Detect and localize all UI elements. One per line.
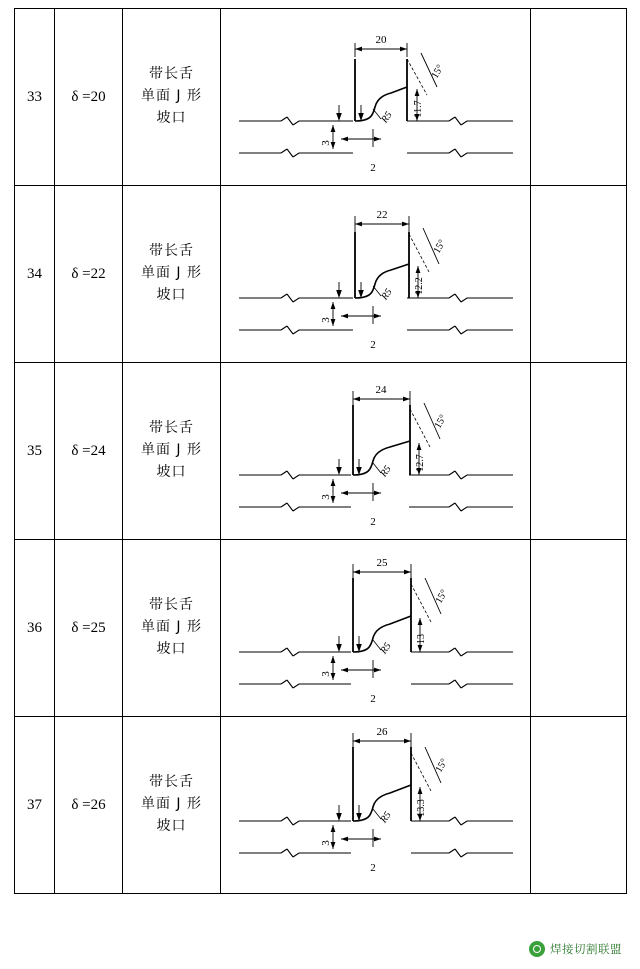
- dim-gap: 3: [320, 494, 332, 500]
- groove-name-cell: [123, 9, 221, 186]
- groove-spec-table: [14, 8, 627, 894]
- dim-depth: 13.3: [416, 799, 427, 817]
- groove-name-cell: [123, 186, 221, 363]
- dim-angle: 15°: [429, 62, 447, 81]
- thickness-value: δ =22: [71, 266, 106, 282]
- empty-cell: [531, 186, 627, 363]
- empty-cell: [531, 717, 627, 894]
- groove-name-line-1: 带长舌: [149, 243, 194, 260]
- groove-name-cell: [123, 363, 221, 540]
- document-page: [0, 8, 640, 969]
- thickness-cell: [55, 540, 123, 717]
- groove-figure: [221, 363, 531, 539]
- dim-angle: 15°: [433, 756, 451, 775]
- dim-top-width: 24: [375, 384, 387, 396]
- dim-root: 2: [370, 339, 376, 351]
- thickness-cell: [55, 186, 123, 363]
- groove-name-line-3: 坡口: [156, 640, 187, 657]
- watermark-badge: [529, 941, 622, 957]
- table-row: [15, 363, 627, 540]
- groove-name-line-1: 带长舌: [149, 66, 194, 83]
- groove-name-line-3: 坡口: [156, 109, 187, 126]
- thickness-value: δ =26: [71, 797, 106, 813]
- dim-top-width: 26: [376, 726, 388, 738]
- groove-name-line-2: 单面 J 形: [140, 442, 203, 459]
- dim-angle: 15°: [432, 412, 450, 431]
- row-number-cell: [15, 9, 55, 186]
- row-number: 35: [27, 443, 42, 459]
- groove-name-line-2: 单面 J 形: [140, 88, 203, 105]
- dim-root: 2: [370, 693, 376, 705]
- groove-name-line-3: 坡口: [156, 817, 187, 834]
- row-number-cell: [15, 717, 55, 894]
- dim-radius: R5: [379, 286, 395, 303]
- groove-name-line-2: 单面 J 形: [140, 619, 203, 636]
- groove-name-line-2: 单面 J 形: [140, 796, 203, 813]
- row-number: 37: [27, 797, 42, 813]
- dim-gap: 3: [320, 140, 332, 146]
- dim-radius: R5: [378, 640, 394, 657]
- row-number-cell: [15, 186, 55, 363]
- table-row: [15, 540, 627, 717]
- figure-cell: [221, 717, 531, 894]
- dim-gap: 3: [320, 317, 332, 323]
- dim-depth: 12.7: [415, 454, 426, 472]
- dim-depth: 12.2: [414, 277, 425, 295]
- row-number: 34: [27, 266, 42, 282]
- figure-cell: [221, 363, 531, 540]
- dim-radius: R5: [378, 463, 394, 480]
- dim-radius: R5: [379, 109, 395, 126]
- dim-depth: 11.7: [413, 100, 424, 118]
- dim-angle: 15°: [433, 587, 451, 606]
- groove-name-line-1: 带长舌: [149, 420, 194, 437]
- groove-name-cell: [123, 540, 221, 717]
- groove-name-line-3: 坡口: [156, 463, 187, 480]
- groove-figure: [221, 186, 531, 362]
- groove-name-line-2: 单面 J 形: [140, 265, 203, 282]
- thickness-cell: [55, 9, 123, 186]
- groove-figure: [221, 9, 531, 185]
- dim-radius: R5: [378, 809, 394, 826]
- dim-top-width: 25: [376, 557, 388, 569]
- groove-name-line-3: 坡口: [156, 286, 187, 303]
- groove-figure: [221, 540, 531, 716]
- table-row: [15, 717, 627, 894]
- dim-angle: 15°: [431, 237, 449, 256]
- dim-top-width: 20: [375, 34, 387, 46]
- dim-root: 2: [370, 162, 376, 174]
- thickness-value: δ =25: [71, 620, 106, 636]
- table-row: [15, 9, 627, 186]
- dim-gap: 3: [320, 671, 332, 677]
- thickness-cell: [55, 363, 123, 540]
- row-number-cell: [15, 363, 55, 540]
- figure-cell: [221, 186, 531, 363]
- table-row: [15, 186, 627, 363]
- groove-name-line-1: 带长舌: [149, 597, 194, 614]
- weld-logo-icon: [529, 941, 545, 957]
- watermark-text: 焊接切割联盟: [550, 942, 622, 956]
- thickness-value: δ =24: [71, 443, 106, 459]
- empty-cell: [531, 363, 627, 540]
- dim-depth: 13: [416, 634, 427, 644]
- dim-root: 2: [370, 862, 376, 874]
- empty-cell: [531, 540, 627, 717]
- thickness-value: δ =20: [71, 89, 106, 105]
- row-number: 33: [27, 89, 42, 105]
- empty-cell: [531, 9, 627, 186]
- row-number-cell: [15, 540, 55, 717]
- figure-cell: [221, 9, 531, 186]
- thickness-cell: [55, 717, 123, 894]
- dim-top-width: 22: [376, 209, 388, 221]
- figure-cell: [221, 540, 531, 717]
- dim-root: 2: [370, 516, 376, 528]
- dim-gap: 3: [320, 840, 332, 846]
- groove-name-cell: [123, 717, 221, 894]
- row-number: 36: [27, 620, 42, 636]
- groove-name-line-1: 带长舌: [149, 774, 194, 791]
- groove-figure: [221, 717, 531, 893]
